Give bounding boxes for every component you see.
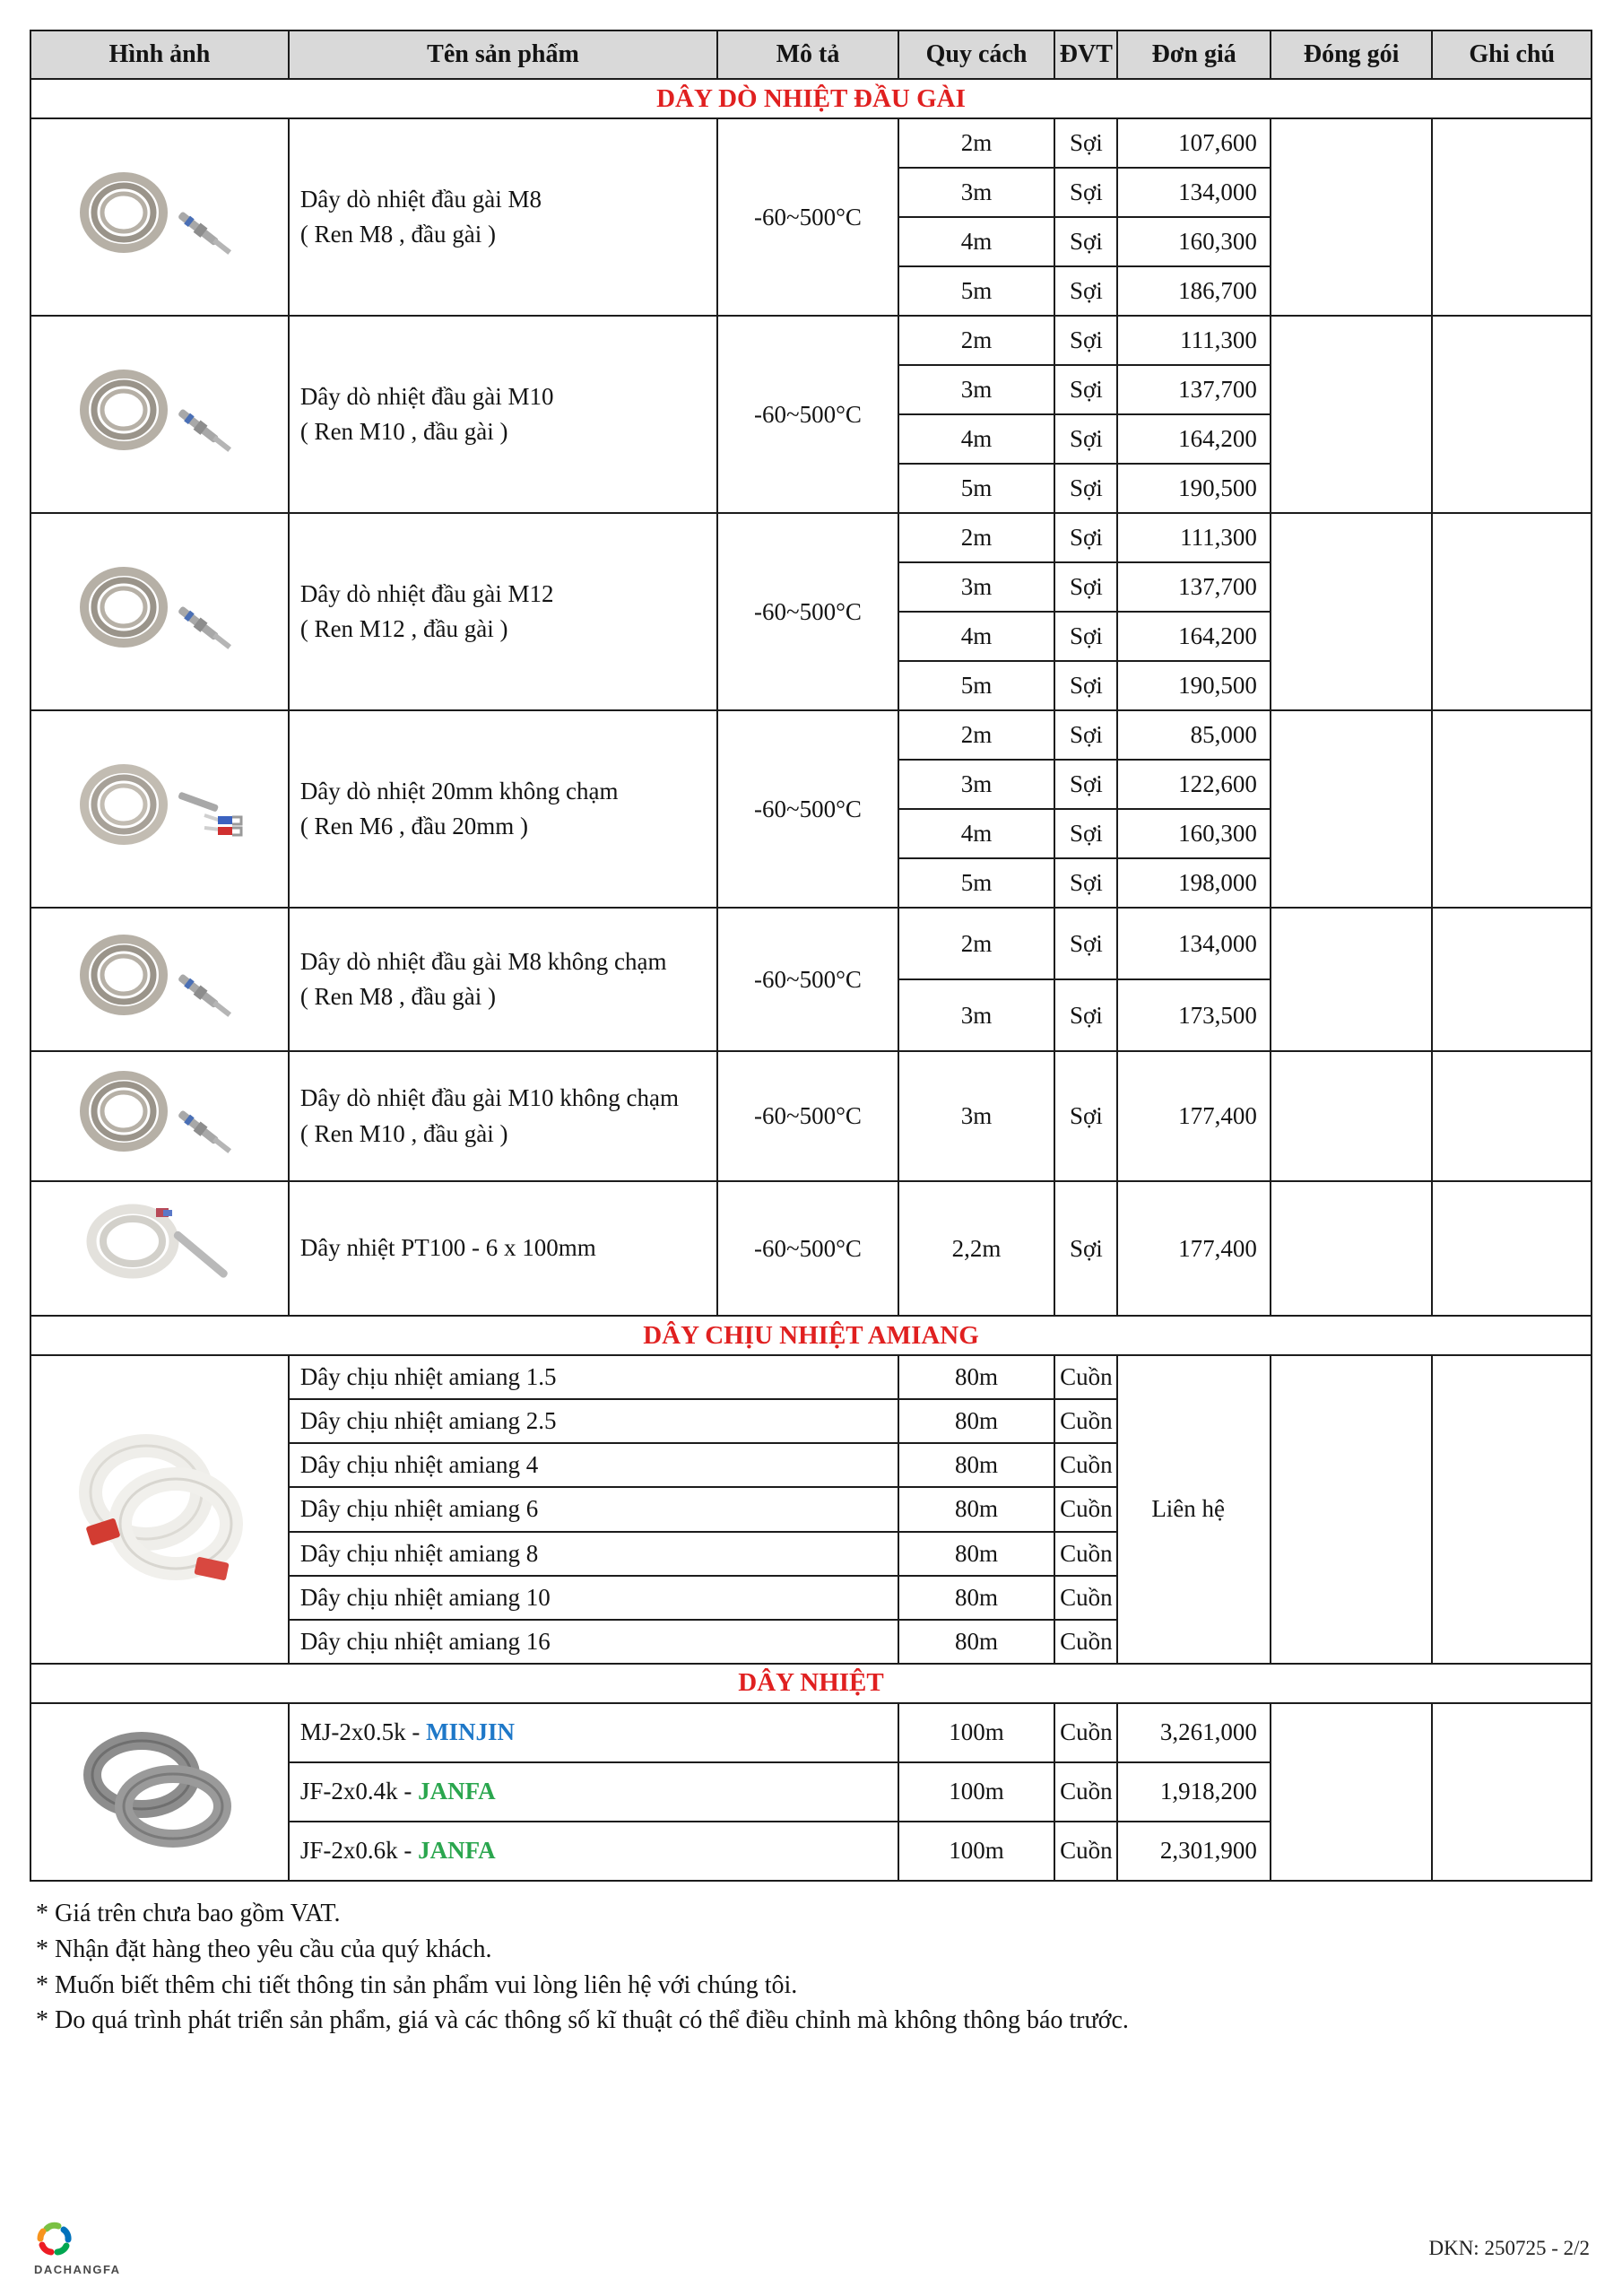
spec-cell: 5m [898, 858, 1055, 908]
spec-cell: 80m [898, 1532, 1055, 1576]
notes-cell [1432, 710, 1592, 908]
price-cell: 3,261,000 [1117, 1703, 1270, 1762]
notes-cell [1432, 1181, 1592, 1316]
footnote-line: * Giá trên chưa bao gồm VAT. [36, 1899, 341, 1927]
spec-cell: 4m [898, 612, 1055, 661]
unit-cell: Sợi [1054, 661, 1117, 710]
spec-cell: 4m [898, 414, 1055, 464]
product-name-cell: Dây chịu nhiệt amiang 1.5 [289, 1355, 898, 1399]
unit-cell: Sợi [1054, 858, 1117, 908]
spec-cell: 2,2m [898, 1181, 1055, 1316]
column-header: Hình ảnh [30, 30, 289, 79]
brand-name: JANFA [418, 1778, 496, 1805]
brand-name: MINJIN [426, 1718, 516, 1746]
notes-cell [1432, 118, 1592, 316]
price-cell: 107,600 [1117, 118, 1270, 168]
unit-cell: Cuồn [1054, 1822, 1117, 1881]
packaging-cell [1271, 1355, 1433, 1664]
spec-cell: 5m [898, 266, 1055, 316]
product-row [30, 908, 1592, 979]
product-row [30, 118, 1592, 168]
price-cell: 190,500 [1117, 661, 1270, 710]
product-name-cell: JF-2x0.6k - JANFA [289, 1822, 898, 1881]
spec-cell: 80m [898, 1620, 1055, 1664]
price-cell: 164,200 [1117, 612, 1270, 661]
notes-cell [1432, 1355, 1592, 1664]
packaging-cell [1271, 316, 1433, 513]
unit-cell: Sợi [1054, 168, 1117, 217]
product-desc-cell: -60~500°C [717, 513, 898, 710]
product-image-cell [30, 1703, 289, 1881]
product-name-cell: Dây chịu nhiệt amiang 16 [289, 1620, 898, 1664]
unit-cell: Sợi [1054, 513, 1117, 562]
spec-cell: 100m [898, 1762, 1055, 1822]
price-cell: 2,301,900 [1117, 1822, 1270, 1881]
logo-pinwheel-icon [34, 2222, 74, 2257]
price-cell: 122,600 [1117, 760, 1270, 809]
section-title-row [30, 1316, 1592, 1355]
product-image-cell [30, 710, 289, 908]
spec-cell: 100m [898, 1703, 1055, 1762]
spec-cell: 3m [898, 979, 1055, 1051]
spec-cell: 2m [898, 316, 1055, 365]
product-name-cell: Dây dò nhiệt đầu gài M10 không chạm ( Ren M10 , đầu gài ) [289, 1051, 717, 1181]
spec-cell: 4m [898, 217, 1055, 266]
product-desc-cell: -60~500°C [717, 710, 898, 908]
footnote-line: * Do quá trình phát triển sản phẩm, giá và các thông số kĩ thuật có thể điều chỉnh mà không thông báo trước. [36, 2006, 1129, 2035]
packaging-cell [1271, 1051, 1433, 1181]
spec-cell: 80m [898, 1355, 1055, 1399]
product-name-cell: MJ-2x0.5k - MINJIN [289, 1703, 898, 1762]
unit-cell: Sợi [1054, 710, 1117, 760]
unit-cell: Sợi [1054, 266, 1117, 316]
unit-cell: Cuồn [1054, 1576, 1117, 1620]
brand-name: JANFA [418, 1837, 496, 1865]
spec-cell: 2m [898, 908, 1055, 979]
price-cell: 111,300 [1117, 316, 1270, 365]
unit-cell: Sợi [1054, 217, 1117, 266]
product-image-cell [30, 908, 289, 1051]
product-photo-gray-coil [65, 1721, 254, 1856]
column-header: Ghi chú [1432, 30, 1592, 79]
price-cell: 137,700 [1117, 365, 1270, 414]
packaging-cell [1271, 118, 1433, 316]
unit-cell: Sợi [1054, 1181, 1117, 1316]
product-desc-cell: -60~500°C [717, 1181, 898, 1316]
section-title: DÂY CHỊU NHIỆT AMIANG [30, 1316, 1592, 1355]
price-cell: 1,918,200 [1117, 1762, 1270, 1822]
unit-cell: Sợi [1054, 365, 1117, 414]
unit-cell: Cuồn [1054, 1703, 1117, 1762]
price-cell: 137,700 [1117, 562, 1270, 612]
spec-cell: 3m [898, 365, 1055, 414]
unit-cell: Sợi [1054, 1051, 1117, 1181]
product-name-cell: Dây chịu nhiệt amiang 6 [289, 1487, 898, 1531]
unit-cell: Sợi [1054, 414, 1117, 464]
product-name-cell: JF-2x0.4k - JANFA [289, 1762, 898, 1822]
packaging-cell [1271, 1181, 1433, 1316]
price-cell: 198,000 [1117, 858, 1270, 908]
spec-cell: 3m [898, 562, 1055, 612]
product-image-cell [30, 1181, 289, 1316]
price-cell: 177,400 [1117, 1051, 1270, 1181]
price-cell: 134,000 [1117, 908, 1270, 979]
price-cell: 85,000 [1117, 710, 1270, 760]
logo-text: DACHANGFA [34, 2263, 121, 2276]
notes-cell [1432, 908, 1592, 1051]
unit-cell: Sợi [1054, 979, 1117, 1051]
unit-cell: Sợi [1054, 760, 1117, 809]
spec-cell: 80m [898, 1443, 1055, 1487]
footnote-line: * Nhận đặt hàng theo yêu cầu của quý khách. [36, 1935, 492, 1963]
product-image-cell [30, 316, 289, 513]
product-photo-sensor [70, 555, 249, 663]
spec-cell: 2m [898, 710, 1055, 760]
spec-cell: 5m [898, 464, 1055, 513]
packaging-cell [1271, 710, 1433, 908]
product-row [30, 1703, 1592, 1762]
company-logo [34, 2222, 186, 2276]
price-table [30, 30, 1592, 1882]
price-contact-cell: Liên hệ [1117, 1355, 1270, 1664]
column-header: ĐVT [1054, 30, 1117, 79]
product-image-cell [30, 513, 289, 710]
product-row [30, 710, 1592, 760]
unit-cell: Sợi [1054, 464, 1117, 513]
product-photo-sensor [70, 161, 249, 268]
unit-cell: Cuồn [1054, 1399, 1117, 1443]
unit-cell: Cuồn [1054, 1443, 1117, 1487]
product-row [30, 316, 1592, 365]
unit-cell: Cuồn [1054, 1762, 1117, 1822]
unit-cell: Cuồn [1054, 1620, 1117, 1664]
product-desc-cell: -60~500°C [717, 1051, 898, 1181]
unit-cell: Sợi [1054, 562, 1117, 612]
product-photo-probe [70, 1192, 249, 1300]
section-title: DÂY NHIỆT [30, 1664, 1592, 1703]
page-reference: DKN: 250725 - 2/2 [1428, 2237, 1590, 2259]
spec-cell: 5m [898, 661, 1055, 710]
price-cell: 160,300 [1117, 809, 1270, 858]
price-cell: 160,300 [1117, 217, 1270, 266]
unit-cell: Cuồn [1054, 1532, 1117, 1576]
product-image-cell [30, 1355, 289, 1664]
footnote-line: * Muốn biết thêm chi tiết thông tin sản phẩm vui lòng liên hệ với chúng tôi. [36, 1970, 798, 1999]
column-header: Quy cách [898, 30, 1055, 79]
product-name-cell: Dây chịu nhiệt amiang 4 [289, 1443, 898, 1487]
notes-cell [1432, 1703, 1592, 1881]
unit-cell: Sợi [1054, 908, 1117, 979]
product-desc-cell: -60~500°C [717, 316, 898, 513]
unit-cell: Sợi [1054, 612, 1117, 661]
product-name-cell: Dây chịu nhiệt amiang 8 [289, 1532, 898, 1576]
footnotes [36, 1898, 1622, 2037]
product-row [30, 1355, 1592, 1399]
price-cell: 111,300 [1117, 513, 1270, 562]
spec-cell: 2m [898, 513, 1055, 562]
section-title: DÂY DÒ NHIỆT ĐẦU GÀI [30, 79, 1592, 118]
product-name-cell: Dây chịu nhiệt amiang 2.5 [289, 1399, 898, 1443]
price-cell: 186,700 [1117, 266, 1270, 316]
spec-cell: 80m [898, 1399, 1055, 1443]
product-name-cell: Dây dò nhiệt đầu gài M10 ( Ren M10 , đầu gài ) [289, 316, 717, 513]
product-desc-cell: -60~500°C [717, 908, 898, 1051]
price-cell: 190,500 [1117, 464, 1270, 513]
product-image-cell [30, 118, 289, 316]
product-image-cell [30, 1051, 289, 1181]
product-name-cell: Dây chịu nhiệt amiang 10 [289, 1576, 898, 1620]
notes-cell [1432, 513, 1592, 710]
table-header-row [30, 30, 1592, 79]
product-desc-cell: -60~500°C [717, 118, 898, 316]
spec-cell: 2m [898, 118, 1055, 168]
packaging-cell [1271, 908, 1433, 1051]
unit-cell: Sợi [1054, 316, 1117, 365]
column-header: Đóng gói [1271, 30, 1433, 79]
column-header: Mô tả [717, 30, 898, 79]
section-title-row [30, 79, 1592, 118]
notes-cell [1432, 1051, 1592, 1181]
product-row [30, 1181, 1592, 1316]
spec-cell: 100m [898, 1822, 1055, 1881]
product-photo-white-coil [61, 1416, 258, 1596]
product-photo-sensor [70, 358, 249, 465]
unit-cell: Cuồn [1054, 1355, 1117, 1399]
product-name-cell: Dây dò nhiệt đầu gài M12 ( Ren M12 , đầu gài ) [289, 513, 717, 710]
price-cell: 177,400 [1117, 1181, 1270, 1316]
spec-cell: 4m [898, 809, 1055, 858]
spec-cell: 3m [898, 168, 1055, 217]
unit-cell: Sợi [1054, 809, 1117, 858]
price-cell: 173,500 [1117, 979, 1270, 1051]
product-photo-sensor [70, 1059, 249, 1167]
notes-cell [1432, 316, 1592, 513]
product-name-cell: Dây dò nhiệt đầu gài M8 ( Ren M8 , đầu gài ) [289, 118, 717, 316]
section-title-row [30, 1664, 1592, 1703]
product-row [30, 513, 1592, 562]
product-photo-sensor-forks [70, 752, 249, 860]
product-row [30, 1051, 1592, 1181]
product-photo-sensor [70, 923, 249, 1031]
price-cell: 164,200 [1117, 414, 1270, 464]
product-name-cell: Dây dò nhiệt 20mm không chạm ( Ren M6 , đầu 20mm ) [289, 710, 717, 908]
spec-cell: 3m [898, 1051, 1055, 1181]
spec-cell: 3m [898, 760, 1055, 809]
packaging-cell [1271, 1703, 1433, 1881]
price-cell: 134,000 [1117, 168, 1270, 217]
spec-cell: 80m [898, 1487, 1055, 1531]
unit-cell: Sợi [1054, 118, 1117, 168]
product-name-cell: Dây dò nhiệt đầu gài M8 không chạm ( Ren M8 , đầu gài ) [289, 908, 717, 1051]
column-header: Tên sản phẩm [289, 30, 717, 79]
unit-cell: Cuồn [1054, 1487, 1117, 1531]
spec-cell: 80m [898, 1576, 1055, 1620]
packaging-cell [1271, 513, 1433, 710]
column-header: Đơn giá [1117, 30, 1270, 79]
product-name-cell: Dây nhiệt PT100 - 6 x 100mm [289, 1181, 717, 1316]
